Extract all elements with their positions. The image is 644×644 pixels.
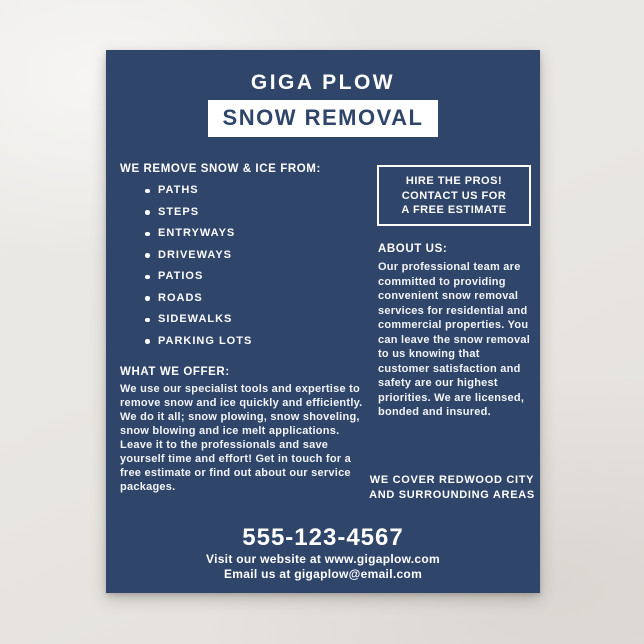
remove-list-item: ENTRYWAYS xyxy=(158,223,252,245)
remove-section-heading: WE REMOVE SNOW & ICE FROM: xyxy=(120,163,321,175)
phone-number: 555-123-4567 xyxy=(242,524,404,551)
flyer-title: SNOW REMOVAL xyxy=(208,100,439,137)
website-line: Visit our website at www.gigaplow.com xyxy=(205,552,441,566)
title-wrap xyxy=(106,100,540,137)
remove-items-list xyxy=(144,180,252,352)
remove-list-item: PATHS xyxy=(158,180,252,202)
remove-list-item: DRIVEWAYS xyxy=(158,245,252,267)
offer-section-heading: WHAT WE OFFER: xyxy=(120,366,230,378)
remove-list-item: ROADS xyxy=(158,288,252,310)
remove-list-item: PARKING LOTS xyxy=(158,331,252,353)
brand-name: GIGA PLOW xyxy=(250,71,396,94)
cta-box xyxy=(377,165,531,226)
remove-list-item: SIDEWALKS xyxy=(158,309,252,331)
remove-list-item: PATIOS xyxy=(158,266,252,288)
cta-line: CONTACT US FOR xyxy=(401,189,507,202)
remove-list-item: STEPS xyxy=(158,202,252,224)
cta-line: A FREE ESTIMATE xyxy=(401,204,507,216)
email-line: Email us at gigaplow@email.com xyxy=(223,567,423,581)
coverage-note: WE COVER REDWOOD CITY AND SURROUNDING AREAS xyxy=(369,474,535,501)
snow-removal-flyer xyxy=(106,50,540,593)
offer-section-body: We use our specialist tools and expertise to remove snow and ice quickly and efficiently. We do it all; snow plowing, snow shoveling, snow blowing and ice melt applications. Leave it to the professionals and save yourself time and effort! Get in touch for a free estimate or find out about our service packages. xyxy=(120,383,363,493)
about-section-heading: ABOUT US: xyxy=(378,243,448,255)
about-section-body: Our professional team are committed to providing convenient snow removal services for residential and commercial properties. You can leave the snow removal to us knowing that customer satisfaction and safety are our highest priorities. We are licensed, bonded and insured. xyxy=(378,261,531,418)
cta-line: HIRE THE PROS! xyxy=(405,175,503,187)
